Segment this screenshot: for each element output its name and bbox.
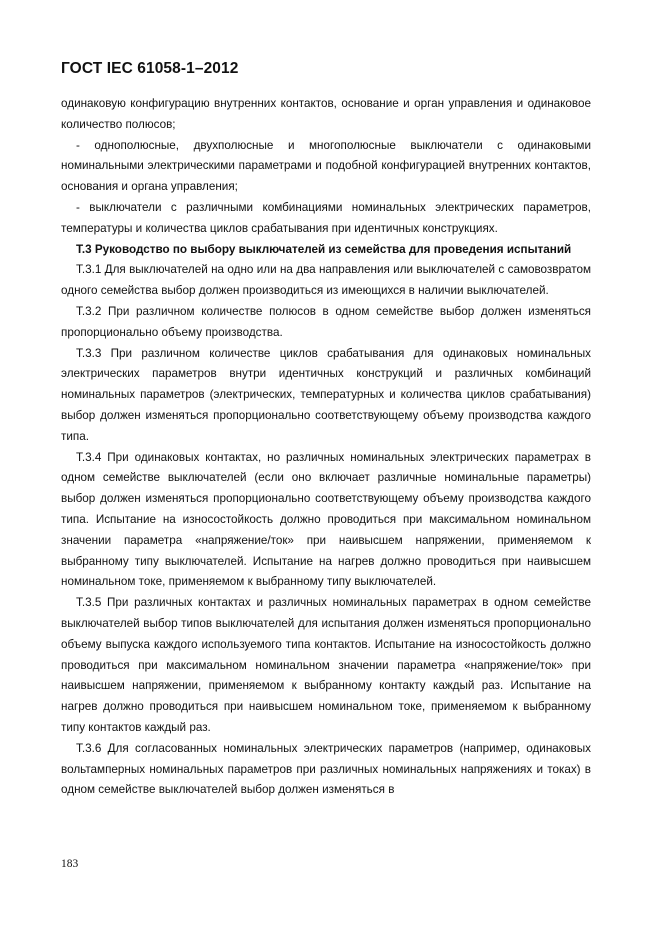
paragraph: Т.3.3 При различном количестве циклов срабатывания для одинаковых номинальных электрических параметров внутри идентичных конструкций и различных комбинаций номинальных параметров (электрических, температурных и количества циклов срабатывания) выбор должен изменяться пропорционально соответствующему объему производства каждого типа. [61,346,591,443]
paragraph: Т.3.5 При различных контактах и различных номинальных параметрах в одном семействе выключателей выбор типов выключателей для испытания должен изменяться пропорционально объему выпуска каждого используемого типа контактов. Испытание на износостойкость должно проводиться при максимальном номинальном значении параметра «напряжение/ток» при наивысшем напряжении, применяемом к выбранному контакту каждый раз. Испытание на нагрев должно проводиться при наивысшем номинальном токе, применяемом к выбранному типу контактов каждый раз. [61,596,591,734]
paragraph: Т.3.2 При различном количестве полюсов в одном семействе выбор должен изменяться пропорционально объему производства. [61,304,591,339]
paragraph-list-item: - однополюсные, двухполюсные и многополюсные выключатели с одинаковыми номинальными электрическими параметрами и подобной конфигурацией внутренних контактов, основания и органа управления; [61,138,591,194]
page-number: 183 [61,858,79,870]
document-body [61,94,591,801]
document-header: ГОСТ IEC 61058-1–2012 [61,60,239,77]
paragraph: Т.3.6 Для согласованных номинальных электрических параметров (например, одинаковых вольтамперных номинальных параметров при различных номинальных напряжениях и токах) в одном семействе выключателей выбор должен изменяться в [61,741,591,797]
paragraph: Т.3.1 Для выключателей на одно или на два направления или выключателей с самовозвратом одного семейства выбор должен производиться из имеющихся в наличии выключателей. [61,263,591,298]
paragraph-list-item: - выключатели с различными комбинациями номинальных электрических параметров, температуры и количества циклов срабатывания при идентичных конструкциях. [61,200,591,235]
paragraph: Т.3.4 При одинаковых контактах, но различных номинальных электрических параметрах в одном семействе выключателей (если оно включает различные номинальные параметры) выбор должен изменяться пропорционально соответствующему объему производства каждого типа. Испытание на износостойкость должно проводиться при максимальном номинальном значении параметра «напряжение/ток» при наивысшем напряжении, применяемом к выбранному типу выключателей. Испытание на нагрев должно проводиться при наивысшем номинальном токе, применяемом к выбранному типу выключателей. [61,450,591,589]
paragraph-continuation: одинаковую конфигурацию внутренних контактов, основание и орган управления и одинаковое количество полюсов; [61,97,591,131]
section-heading: Т.3 Руководство по выбору выключателей из семейства для проведения испытаний [76,242,572,256]
